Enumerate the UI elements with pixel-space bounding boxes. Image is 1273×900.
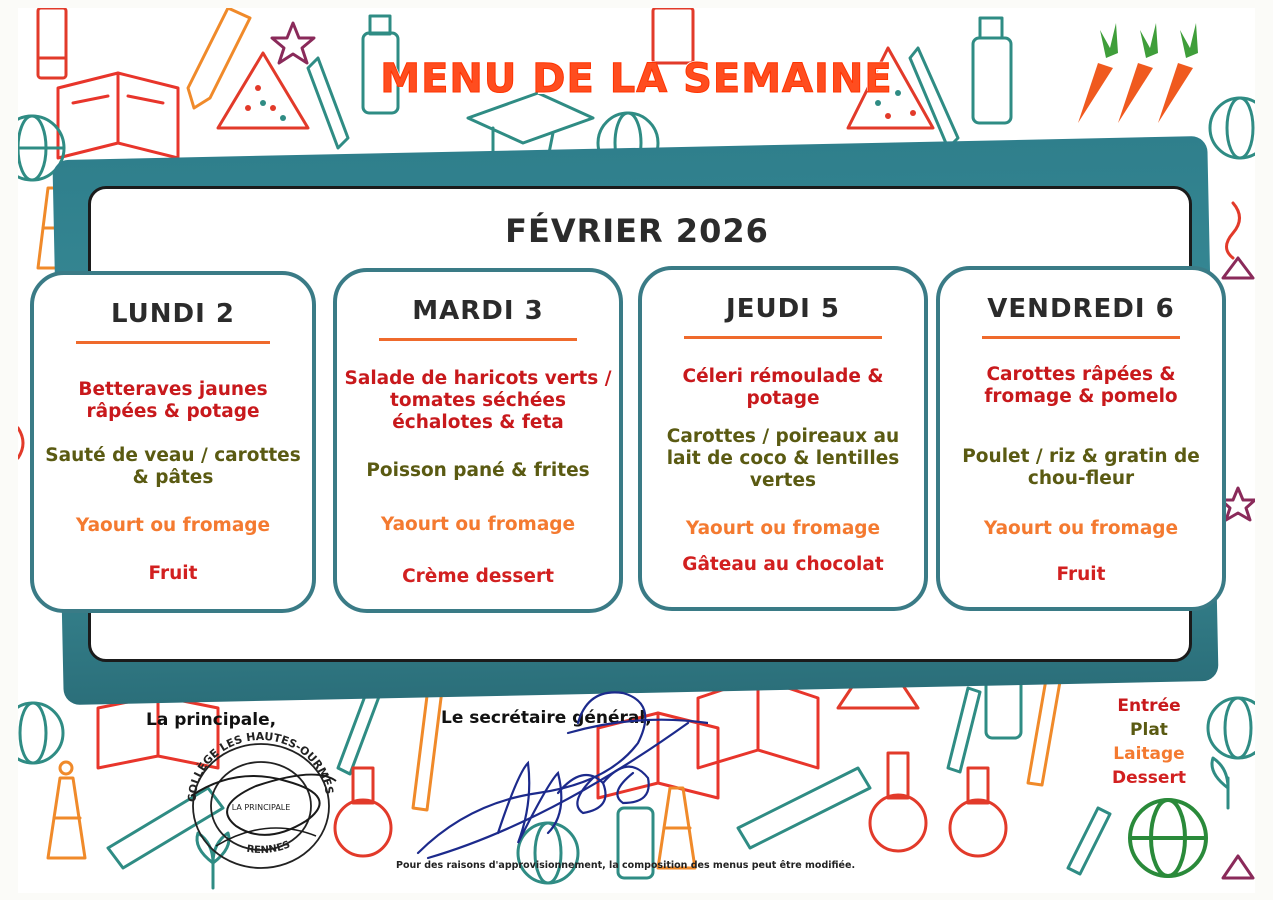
- pencil-icon: [948, 688, 980, 772]
- svg-text:RENNES: [246, 839, 292, 856]
- secretary-signature: [408, 683, 708, 868]
- entree-text: Salade de haricots verts / tomates séchées échalotes & feta: [344, 368, 612, 433]
- day-underline: [379, 338, 576, 341]
- school-stamp: [176, 726, 346, 876]
- entree-text: Carottes râpées & fromage & pomelo: [984, 364, 1178, 407]
- dessert-text: Fruit: [148, 563, 198, 584]
- pen-icon: [1068, 808, 1110, 874]
- globe-icon: [1208, 698, 1255, 758]
- dessert-text: Fruit: [1056, 564, 1106, 585]
- pencil-icon: [653, 8, 693, 63]
- menu-title: MENU DE LA SEMAINE: [380, 56, 893, 102]
- dessert-text: Gâteau au chocolat: [682, 554, 884, 575]
- pencil-icon: [1028, 668, 1062, 785]
- legend-laitage: Laitage: [1113, 744, 1185, 764]
- star-icon: [1221, 488, 1255, 520]
- dessert-text: Crème dessert: [402, 566, 554, 587]
- day-card-mardi: [333, 268, 623, 613]
- day-name: VENDREDI 6: [987, 294, 1175, 324]
- stamp-outer-text: COLLÈGE LES HAUTES-OURMES: [185, 729, 336, 803]
- sprout-icon: [1212, 758, 1228, 808]
- laitage-text: Yaourt ou fromage: [685, 518, 881, 539]
- plat-text: Sauté de veau / carottes & pâtes: [45, 445, 301, 488]
- globe-icon: [1210, 98, 1255, 158]
- triangle-icon: [1223, 258, 1253, 278]
- day-underline: [76, 341, 271, 344]
- day-underline: [684, 336, 881, 339]
- triangle-icon: [1223, 856, 1253, 878]
- plat-text: Carottes / poireaux au lait de coco & lentilles vertes: [666, 426, 900, 491]
- laitage-text: Yaourt ou fromage: [75, 515, 271, 536]
- day-card-jeudi: [638, 266, 928, 611]
- plat-text: Poulet / riz & gratin de chou-fleur: [962, 446, 1200, 489]
- legend-dessert: Dessert: [1112, 768, 1186, 788]
- month-heading: FÉVRIER 2026: [505, 212, 769, 250]
- globe-icon: [18, 703, 63, 763]
- day-name: MARDI 3: [412, 296, 544, 326]
- principal-label: La principale,: [146, 710, 277, 730]
- day-name: JEUDI 5: [726, 294, 840, 324]
- flask-icon: [950, 768, 1006, 856]
- pencil-icon: [738, 768, 870, 848]
- flask-icon: [870, 753, 926, 851]
- squiggle-icon: [18, 428, 23, 458]
- legend: [1094, 694, 1204, 790]
- secretary-label: Le secrétaire général,: [441, 708, 652, 728]
- stamp-inner-text: LA PRINCIPALE: [231, 803, 291, 812]
- squiggle-icon: [1227, 203, 1240, 258]
- menu-page: [18, 8, 1255, 893]
- laitage-text: Yaourt ou fromage: [983, 518, 1179, 539]
- legend-entree: Entrée: [1117, 696, 1181, 716]
- book-icon: [698, 678, 818, 768]
- footnote: Pour des raisons d'approvisionnement, la composition des menus peut être modifiée.: [396, 860, 856, 871]
- laitage-text: Yaourt ou fromage: [380, 514, 576, 535]
- entree-text: Céleri rémoulade & potage: [682, 366, 884, 409]
- day-card-lundi: [30, 271, 316, 613]
- day-underline: [982, 336, 1179, 339]
- day-card-vendredi: [936, 266, 1226, 611]
- lighthouse-icon: [48, 762, 85, 858]
- stamp-city-text: RENNES: [245, 839, 292, 857]
- legend-plat: Plat: [1130, 720, 1168, 740]
- entree-text: Betteraves jaunes râpées & potage: [78, 379, 268, 422]
- plat-text: Poisson pané & frites: [366, 460, 590, 481]
- globe-icon: [1130, 800, 1206, 876]
- day-name: LUNDI 2: [111, 299, 235, 329]
